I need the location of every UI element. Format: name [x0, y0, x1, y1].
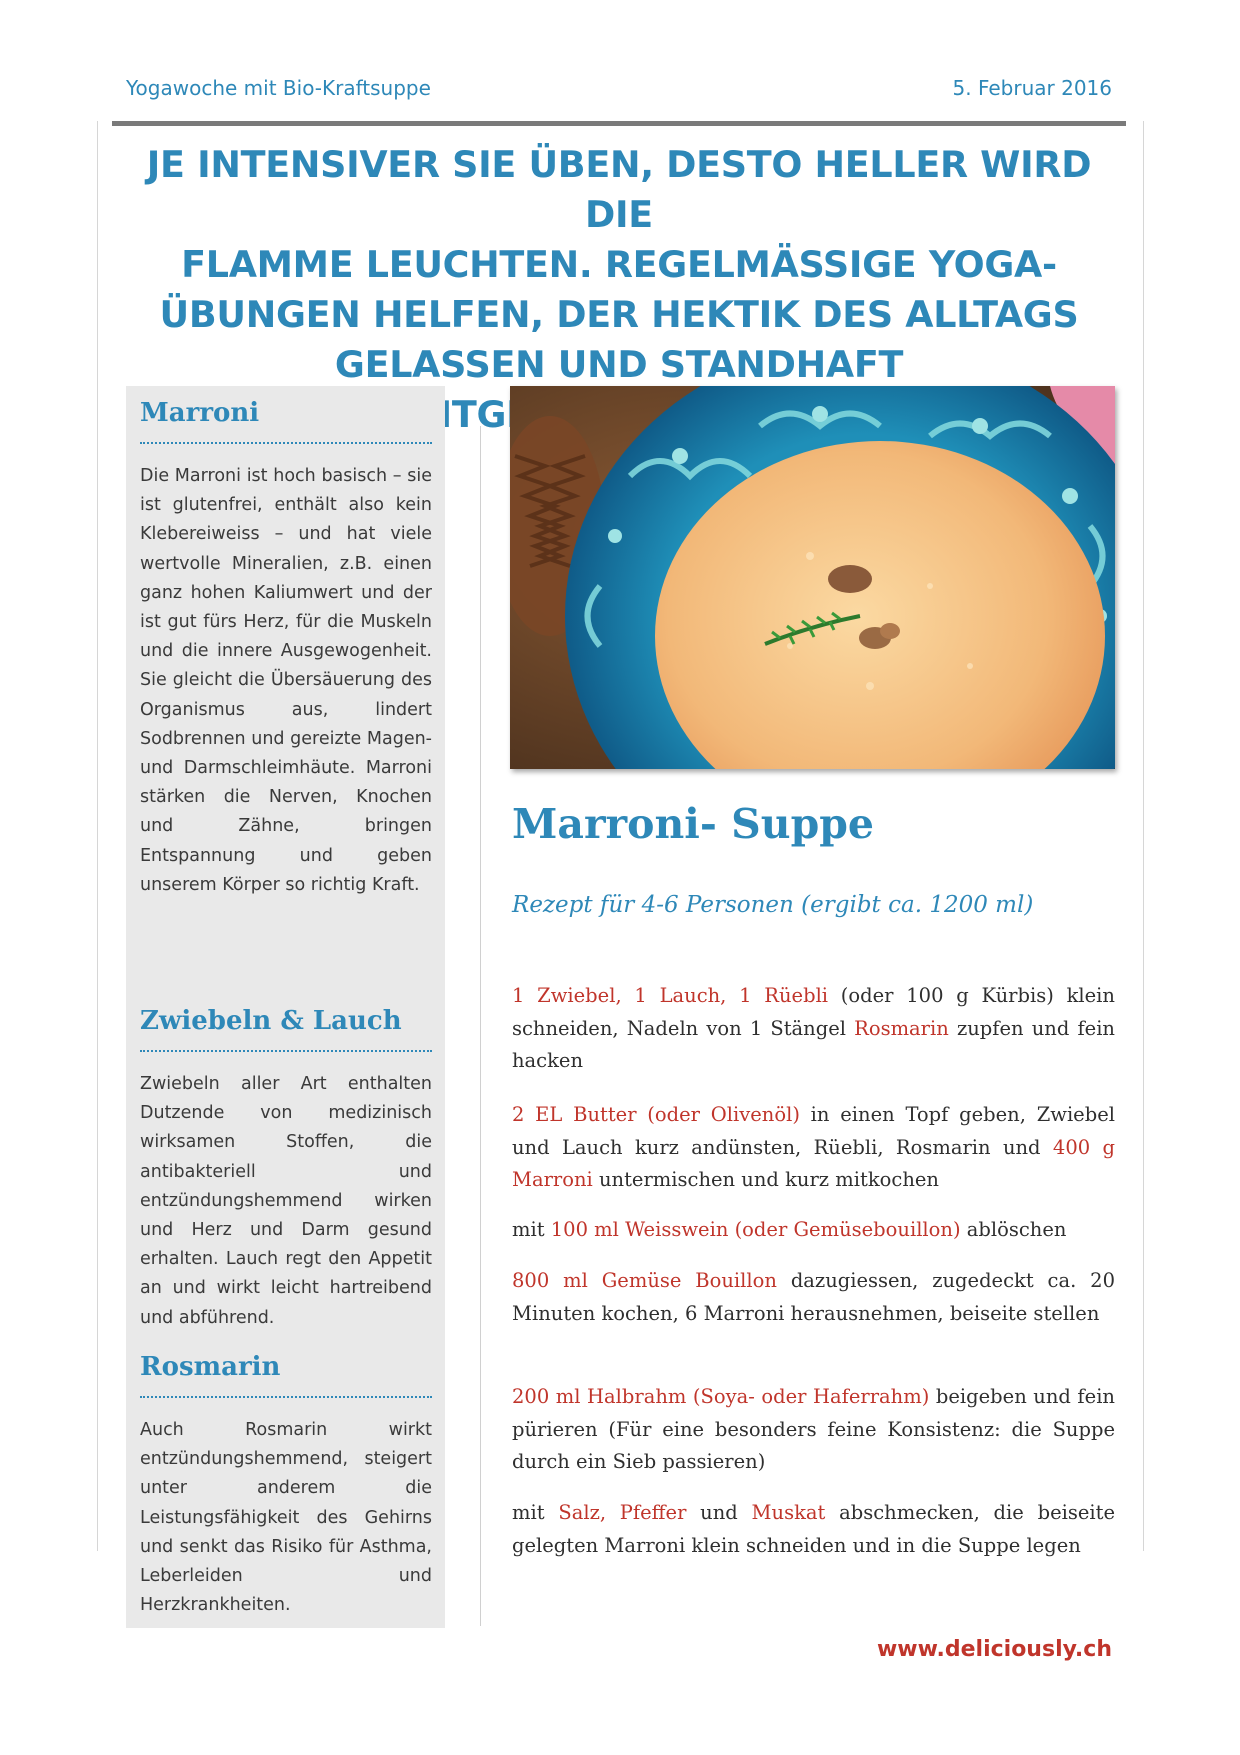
ingredient-highlight: Rosmarin: [854, 1016, 949, 1040]
soup-bowl-illustration: [510, 386, 1115, 769]
step-text: beigeben und fein pürieren (Für eine besonders feine Konsistenz: die Suppe durch ein Sieb passieren): [512, 1385, 1115, 1473]
sidebar-divider: [140, 442, 432, 444]
sidebar-text-zwiebeln: Zwiebeln aller Art enthalten Dutzende von medizinisch wirksamen Stoffen, die antibakteriell und entzündungshemmend wirken und Herz und Darm gesund erhalten. Lauch regt den Appetit an und wirkt leicht hartreibend und abführend.: [140, 1074, 432, 1328]
sidebar: [126, 386, 445, 1628]
step-text: in einen Topf geben, Zwiebel und Lauch kurz andünsten, Rüebli, Rosmarin und: [512, 1103, 1115, 1159]
step-text: und: [686, 1501, 752, 1524]
recipe-step: [512, 1265, 1115, 1330]
ingredient-highlight: 800 ml Gemüse Bouillon: [512, 1269, 777, 1292]
ingredient-highlight: Muskat: [751, 1501, 826, 1524]
page-border-right: [1143, 121, 1144, 1551]
sidebar-text-rosmarin: Auch Rosmarin wirkt entzündungshemmend, steigert unter anderem die Leistungsfähigkeit des Gehirns und senkt das Risiko für Asthma, Leberleiden und Herzkrankheiten.: [140, 1420, 432, 1616]
recipe-step: [512, 1099, 1115, 1197]
column-divider: [480, 426, 481, 1626]
footer-link[interactable]: www.deliciously.ch: [876, 1637, 1112, 1662]
step-text: mit: [512, 1501, 559, 1524]
ingredient-highlight: 1 Zwiebel, 1 Lauch, 1 Rüebli: [512, 984, 829, 1007]
step-text: mit: [512, 1218, 551, 1241]
recipe-step: [512, 1214, 1115, 1247]
ingredient-highlight: 2 EL Butter (oder Olivenöl): [512, 1103, 800, 1126]
sidebar-title-rosmarin: Rosmarin: [140, 1352, 281, 1382]
headline-line: FLAMME LEUCHTEN. REGELMÄSSIGE YOGA-: [181, 243, 1057, 286]
ingredient-highlight: Salz, Pfeffer: [558, 1501, 687, 1524]
headline-line: ÜBUNGEN HELFEN, DER HEKTIK DES ALLTAGS: [159, 293, 1079, 336]
sidebar-divider: [140, 1050, 432, 1052]
recipe-step: [512, 1381, 1115, 1479]
step-text: (oder 100 g Kürbis) klein schneiden, Nadeln von 1 Stängel: [512, 984, 1115, 1040]
header-rule: [112, 121, 1126, 126]
header-date: 5. Februar 2016: [952, 76, 1112, 100]
sidebar-divider: [140, 1396, 432, 1398]
recipe-step: [512, 980, 1115, 1078]
page-border-left: [97, 121, 98, 1551]
step-text: abschmecken, die beiseite gelegten Marroni klein schneiden und in die Suppe legen: [512, 1501, 1116, 1557]
ingredient-highlight: 400 g Marroni: [512, 1135, 1115, 1191]
header-title: Yogawoche mit Bio-Kraftsuppe: [126, 76, 431, 100]
recipe-subtitle: Rezept für 4-6 Personen (ergibt ca. 1200 ml): [512, 892, 1034, 918]
soup-photo: [510, 386, 1115, 769]
sidebar-text-marroni: Die Marroni ist hoch basisch – sie ist glutenfrei, enthält also kein Klebereiweiss – und hat viele wertvolle Mineralien, z.B. einen ganz hohen Kaliumwert und der ist gut fürs Herz, für die Muskeln und die innere Ausgewogenheit. Sie gleicht die Übersäuerung des Organismus aus, lindert Sodbrennen und gereizte Magen- und Darmschleimhäute. Marroni stärken die Nerven, Knochen und Zähne, bringen Entspannung und geben unserem Körper so richtig Kraft.: [140, 466, 432, 895]
ingredient-highlight: 100 ml Weisswein (oder Gemüsebouillon): [550, 1218, 961, 1241]
sidebar-title-zwiebeln: Zwiebeln & Lauch: [140, 1006, 402, 1036]
headline-line: GELASSEN UND STANDHAFT: [334, 343, 904, 386]
recipe-title: Marroni- Suppe: [512, 800, 875, 848]
recipe-step: [512, 1497, 1115, 1562]
ingredient-highlight: 200 ml Halbrahm (Soya- oder Haferrahm): [512, 1385, 930, 1408]
step-text: dazugiessen, zugedeckt ca. 20 Minuten kochen, 6 Marroni herausnehmen, beiseite stellen: [512, 1269, 1115, 1325]
headline-line: JE INTENSIVER SIE ÜBEN, DESTO HELLER WIRD DIE: [146, 143, 1092, 236]
sidebar-title-marroni: Marroni: [140, 398, 260, 428]
step-text: ablöschen: [960, 1218, 1067, 1241]
step-text: zupfen und fein hacken: [512, 1016, 1115, 1072]
step-text: untermischen und kurz mitkochen: [592, 1168, 939, 1191]
